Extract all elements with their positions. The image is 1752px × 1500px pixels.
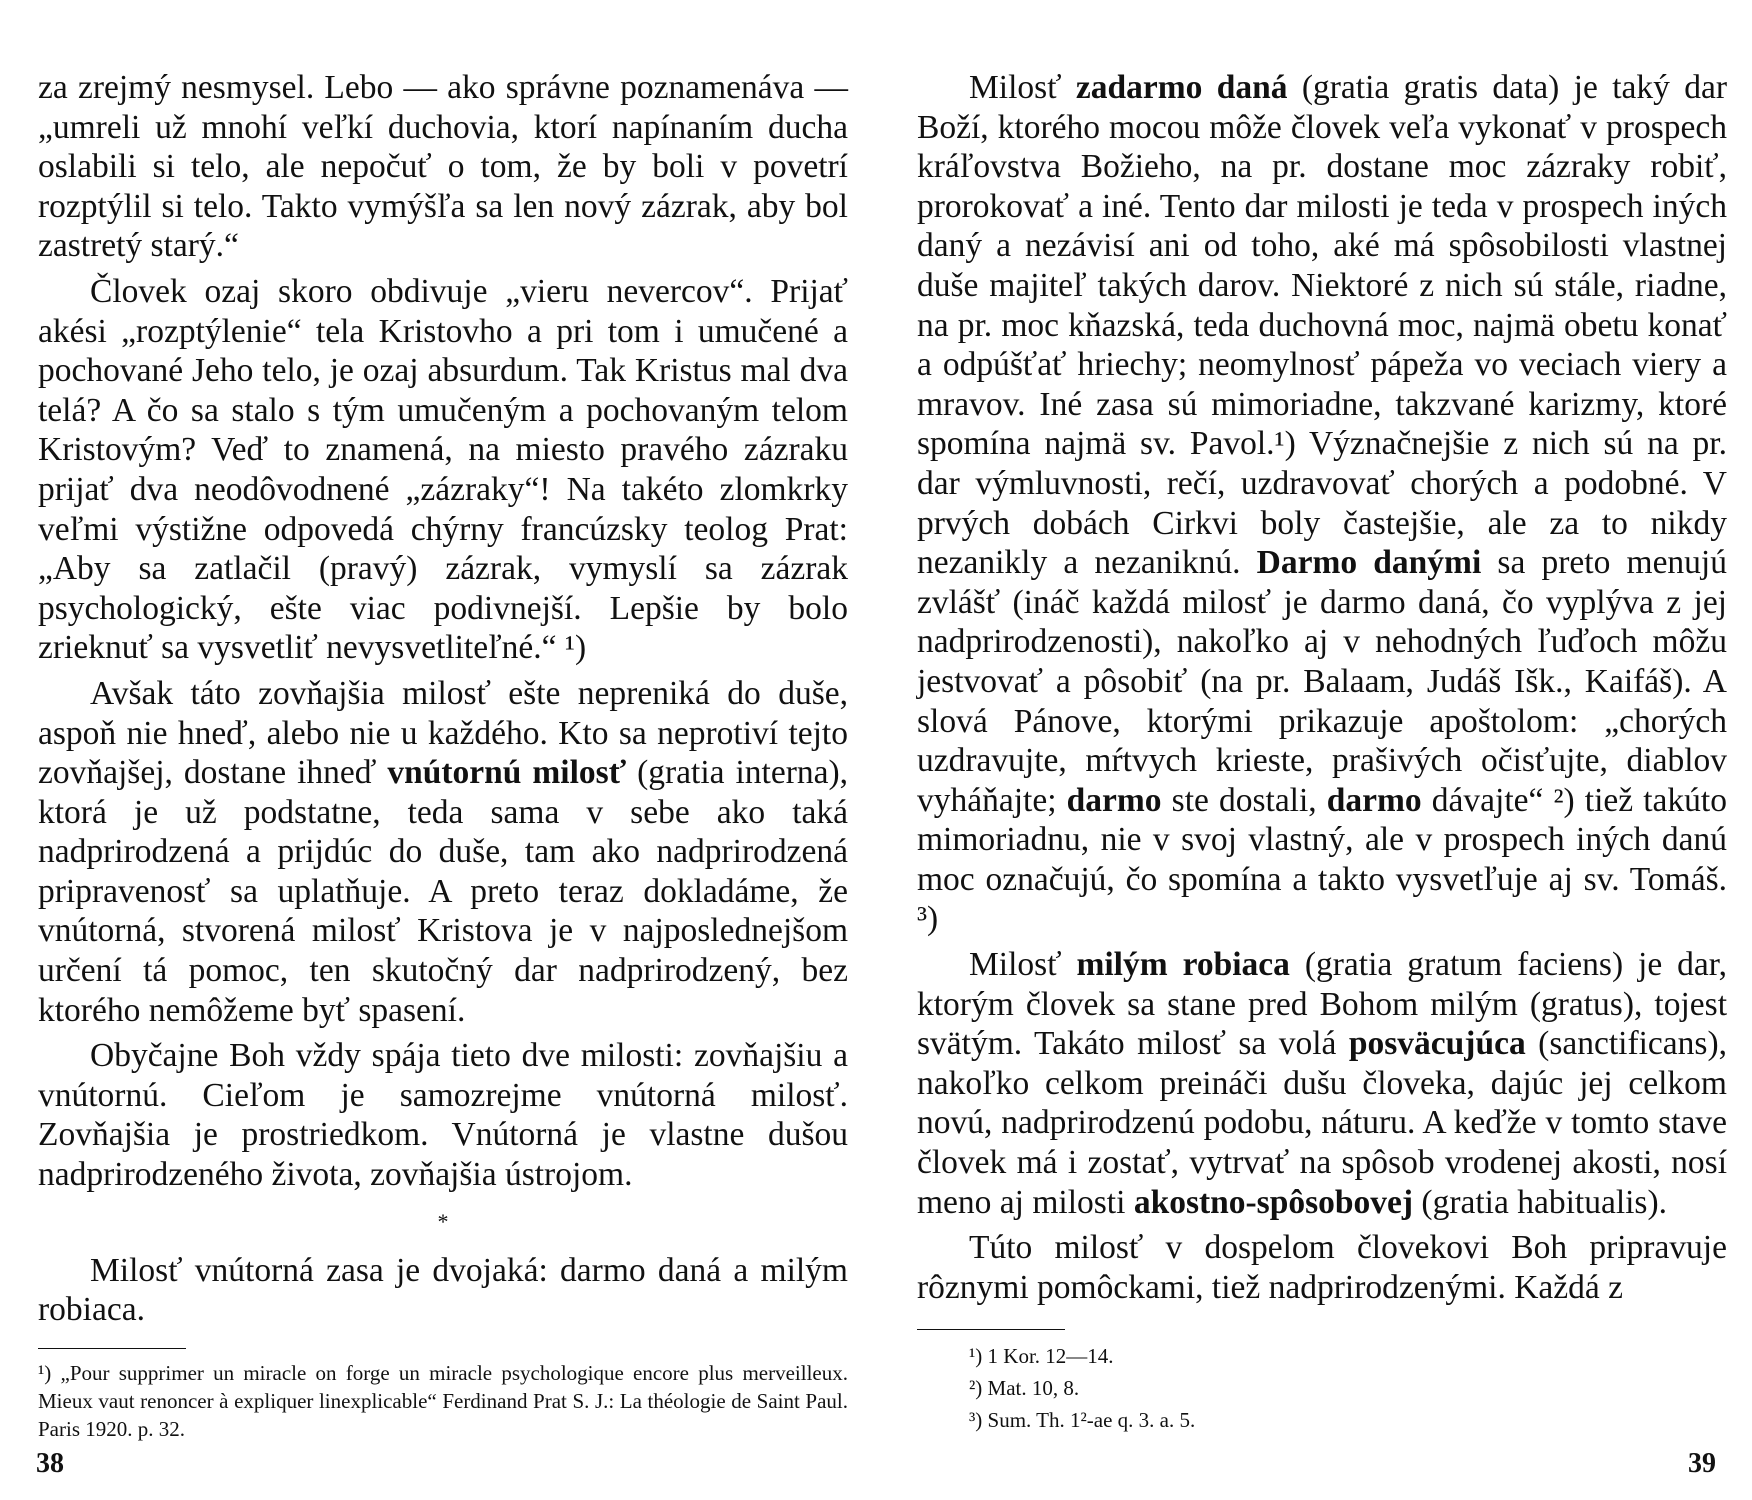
right-p1-text-e: dávajte“ ²) tiež takúto mimoriadnu, nie v svoj vlastný, ale v prospech iných danú moc označujú, čo spomína a takto vysvetľuje aj sv. Tomáš. ³) — [917, 781, 1727, 938]
page-number-left: 38 — [36, 1448, 64, 1479]
right-p1-bold-1: zadarmo daná — [1075, 69, 1288, 106]
right-p2-text-b: (gratia gratum faciens) je dar, ktorým človek sa stane pred Bohom milým (gratus), tojest svätým. Takáto milosť sa volá — [917, 946, 1727, 1063]
right-footnote-2: ²) Mat. 10, 8. — [969, 1376, 1080, 1401]
right-p1-text-c: sa preto menujú zvlášť (ináč každá milosť je darmo daná, čo vyplýva z jej nadprirodzenosti), nakoľko aj v nehodných ľuďoch môžu jestvovať a pôsobiť (na pr. Balaam, Judáš Išk., Kaifáš). A slová Pánove, ktorými prikazuje apoštolom: „chorých uzdravujte, mŕtvych krieste, prašivých očisťujte, diablov vyháňajte; — [917, 544, 1727, 819]
right-p2-text-c: (sanctificans), nakoľko celkom preináči dušu človeka, dajúc jej celkom novú, nadprirodzenú podobu, náturu. A keďže v tomto stave človek má i zostať, vytrvať na spôsob vrodenej akosti, nosí meno aj milosti — [917, 1025, 1727, 1221]
right-p2-bold-2: posväcujúca — [1348, 1025, 1526, 1063]
left-paragraph-1: za zrejmý nesmysel. Lebo — ako správne poznamenáva — „umreli už mnohí veľkí duchovia, ktorí napínaním ducha oslabili si telo, ale nepočuť o tom, že by boli v povetrí rozptýlil si telo. Takto vymýšľa sa len nový zázrak, aby bol zastretý starý.“ — [38, 69, 848, 265]
right-paragraph-3: Túto milosť v dospelom človekovi Boh pripravuje rôznymi pomôckami, tiež nadprirodzenými. Každá z — [917, 1229, 1727, 1306]
right-p2-text-d: (gratia habitualis). — [1413, 1183, 1667, 1221]
right-footnote-3: ³) Sum. Th. 1²-ae q. 3. a. 5. — [969, 1408, 1196, 1433]
right-p1-bold-3: darmo — [1066, 781, 1162, 819]
left-paragraph-3 — [38, 674, 848, 1030]
right-p1-bold-2: Darmo danými — [1256, 544, 1482, 582]
right-paragraph-1 — [917, 68, 1727, 939]
right-p2-bold-1: milým robiaca — [1076, 946, 1290, 984]
right-p1-bold-4: darmo — [1326, 781, 1422, 819]
left-paragraph-4: Obyčajne Boh vždy spája tieto dve milosti: zovňajšiu a vnútornú. Cieľom je samozrejme vnútorná milosť. Zovňajšia je prostriedkom. Vnútorná je vlastne dušou nadprirodzeného života, zovňajšia ústrojom. — [38, 1037, 848, 1194]
page-number-right: 39 — [1688, 1448, 1716, 1479]
left-footnote: ¹) „Pour supprimer un miracle on forge un miracle psychologique encore plus merveilleux. Mieux vaut renoncer à expliquer linexplicable“ Ferdinand Prat S. J.: La théologie de Saint Paul. Paris 1920. p. 32. — [38, 1360, 848, 1441]
footnote-rule-left — [38, 1348, 186, 1349]
left-paragraph-2: Človek ozaj skoro obdivuje „vieru nevercov“. Prijať akési „rozptýlenie“ tela Kristovho a pri tom i umučené a pochované Jeho telo, je ozaj absurdum. Tak Kristus mal dva telá? A čo sa stalo s tým umučeným a pochovaným telom Kristovým? Veď to znamená, na miesto pravého zázraku prijať dva neodôvodnené „zázraky“! Na takéto zlomkrky veľmi výstižne odpovedá chýrny francúzsky teolog Prat: „Aby sa zatlačil (pravý) zázrak, vymyslí sa zázrak psychologický, ešte viac podivnejší. Lepšie by bolo zrieknuť sa vysvetliť nevysvetliteľné.“ ¹) — [38, 272, 848, 667]
section-separator: * — [437, 1208, 449, 1234]
left-p3-text-a: Avšak táto zovňajšia milosť ešte nepreniká do duše, aspoň nie hneď, alebo nie u každého. Kto sa neprotiví tejto zovňajšej, dostane ihneď — [38, 674, 848, 792]
right-p2-text-a: Milosť — [969, 946, 1077, 984]
footnote-rule-right — [917, 1329, 1065, 1330]
right-paragraph-2 — [917, 945, 1727, 1222]
right-p2-bold-3: akostno-spôsobovej — [1133, 1183, 1414, 1221]
right-p1-text-a: Milosť — [969, 69, 1076, 106]
left-paragraph-5: Milosť vnútorná zasa je dvojaká: darmo daná a milým robiaca. — [38, 1251, 848, 1329]
left-page — [38, 68, 848, 1443]
left-p3-bold: vnútornú milosť — [387, 754, 627, 792]
right-p1-text-b: (gratia gratis data) je taký dar Boží, ktorého mocou môže človek veľa vykonať v prospech kráľovstva Božieho, na pr. dostane moc zázraky robiť, prorokovať a iné. Tento dar milosti je teda v prospech iných daný a nezávisí ani od toho, aké má spôsobilosti vlastnej duše majiteľ takých darov. Niektoré z nich sú stále, riadne, na pr. moc kňazská, teda duchovná moc, najmä obetu konať a odpúšťať hriechy; neomylnosť pápeža vo veciach viery a mravov. Iné zasa sú mimoriadne, takzvané karizmy, ktoré spomína najmä sv. Pavol.¹) Význačnejšie z nich sú na pr. dar výmluvnosti, rečí, uzdravovať chorých a podobné. V prvých dobách Cirkvi boly častejšie, ale za to nikdy nezanikly a nezaniknú. — [917, 69, 1727, 582]
right-footnote-1: ¹) 1 Kor. 12—14. — [969, 1344, 1114, 1369]
right-p1-text-d: ste dostali, — [1161, 781, 1327, 819]
right-page — [917, 68, 1727, 1436]
left-p3-text-b: (gratia interna), ktorá je už podstatne, teda sama v sebe ako taká nadprirodzená a prijdúc do duše, tam ako nadprirodzená pripravenosť sa uplatňuje. A preto teraz dokladáme, že vnútorná, stvorená milosť Kristova je v najposlednejšom určení tá pomoc, ten skutočný dar nadprirodzený, bez ktorého nemôžeme byť spasení. — [38, 754, 848, 1029]
